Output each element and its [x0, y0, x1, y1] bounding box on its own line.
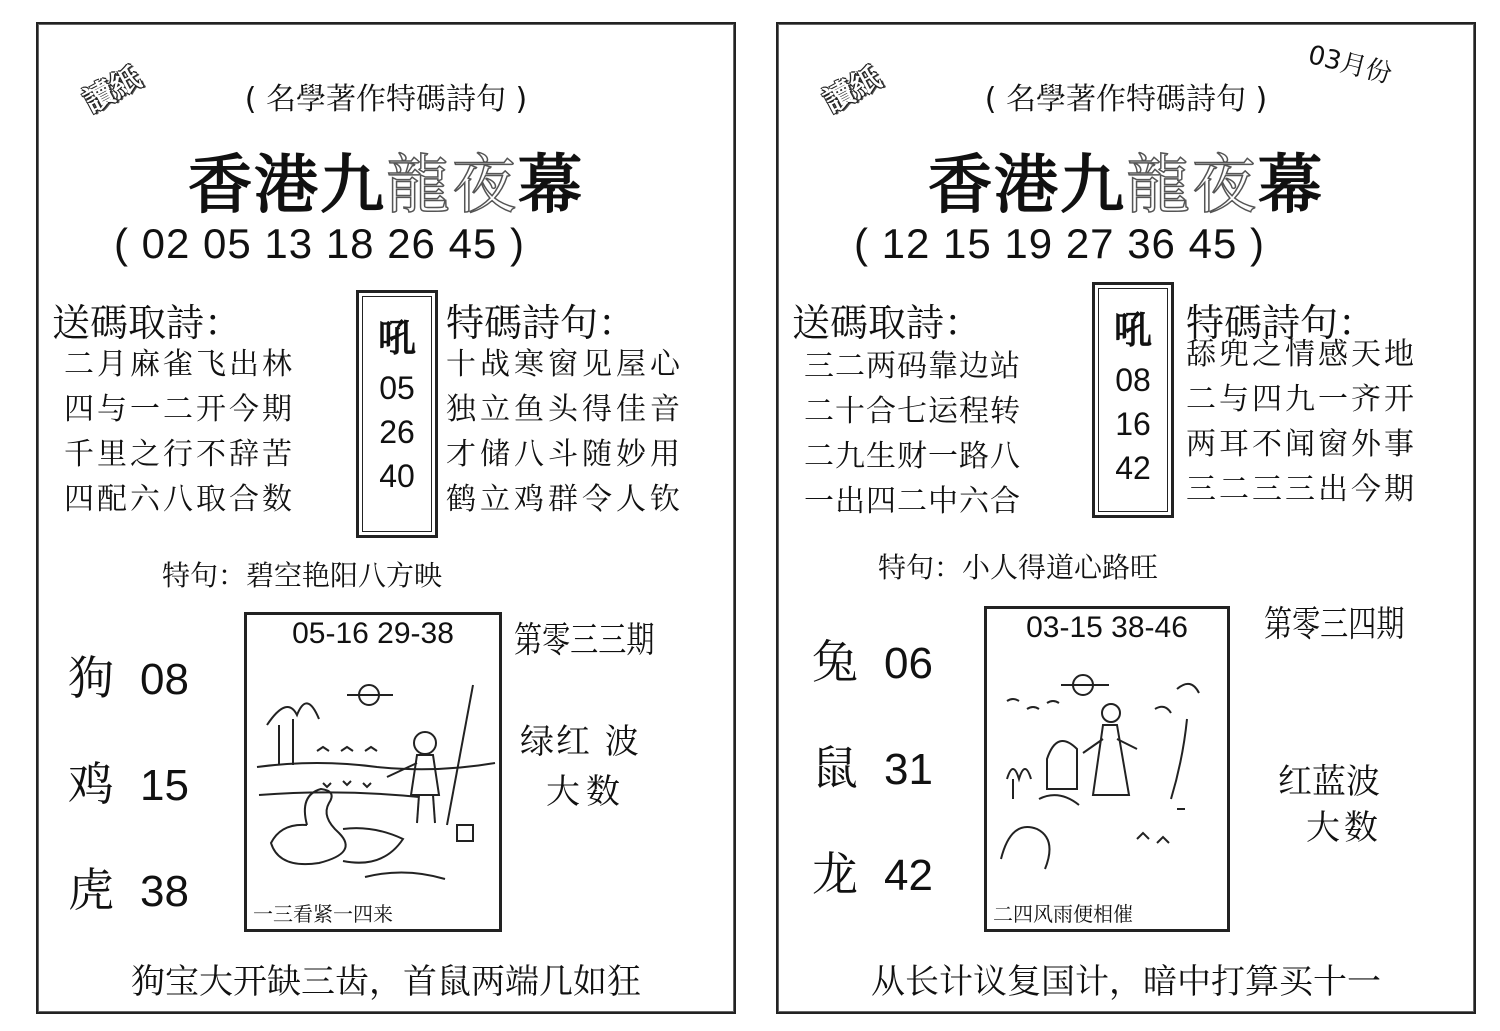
wave-colors: 绿红 波 — [520, 722, 641, 762]
code-number: 26 — [379, 414, 415, 450]
zodiac-number: 42 — [884, 851, 933, 900]
code-number: 42 — [1115, 450, 1151, 486]
zodiac-animal: 狗 — [68, 651, 114, 705]
left-poem-heading: 送碼取詩： — [792, 301, 983, 345]
zodiac-list — [812, 626, 933, 944]
right-poem-heading: 特碼詩句： — [446, 301, 637, 345]
boy-fishing-illustration — [247, 655, 502, 895]
page-title — [778, 134, 1474, 226]
poem-line: 二九生财一路八 — [804, 439, 1021, 474]
zodiac-number: 06 — [884, 639, 933, 688]
picture-caption: 二四风雨便相催 — [993, 902, 1133, 926]
poem-line: 四配六八取合数 — [64, 482, 295, 517]
riddle-picture — [244, 612, 502, 932]
picture-numbers: 03-15 38-46 — [1026, 611, 1188, 644]
code-number: 08 — [1115, 362, 1151, 398]
poem-line: 三二三三出今期 — [1186, 472, 1417, 507]
lottery-sheet-right — [776, 22, 1476, 1014]
title-part-2: 龍 — [1126, 149, 1192, 223]
riddle-picture — [984, 606, 1230, 932]
poem-line: 千里之行不辞苦 — [64, 437, 295, 472]
zodiac-number: 08 — [140, 655, 189, 704]
code-box-label: 吼 — [377, 316, 416, 360]
zodiac-row — [812, 626, 933, 732]
subtitle: ( 名學著作特碼詩句 ) — [244, 82, 528, 117]
poem-line: 一出四二中六合 — [804, 484, 1021, 519]
wave-colors: 红蓝波 — [1278, 762, 1380, 802]
issue-period: 第零三四期 — [1264, 604, 1405, 645]
zodiac-animal: 兔 — [812, 635, 858, 689]
poem-line: 二月麻雀飞出林 — [64, 347, 295, 382]
zodiac-number: 38 — [140, 867, 189, 916]
zodiac-row — [812, 838, 933, 944]
left-poem — [804, 344, 1021, 524]
issue-period: 第零三三期 — [514, 620, 655, 661]
right-poem-heading: 特碼詩句： — [1186, 301, 1377, 345]
zodiac-row — [68, 642, 189, 748]
code-box-label: 吼 — [1113, 308, 1152, 352]
lady-garden-illustration — [987, 649, 1230, 895]
code-number: 05 — [379, 370, 415, 406]
zodiac-list — [68, 642, 189, 960]
stamp-logo: 讀紙 — [77, 60, 148, 120]
zodiac-animal: 龙 — [812, 847, 858, 901]
title-part-3: 夜 — [1192, 149, 1258, 223]
poem-line: 独立鱼头得佳音 — [446, 392, 684, 427]
zodiac-number: 31 — [884, 745, 933, 794]
poem-line: 鹤立鸡群令人钦 — [446, 482, 684, 517]
title-part-1: 香港九 — [188, 148, 386, 223]
title-part-2: 龍 — [386, 149, 452, 223]
title-part-4: 幕 — [518, 148, 584, 223]
zodiac-animal: 虎 — [68, 863, 114, 917]
poem-line: 三二两码靠边站 — [804, 349, 1021, 384]
page-title — [38, 134, 734, 226]
left-poem — [64, 342, 295, 522]
zodiac-row — [68, 854, 189, 960]
bottom-riddle: 狗宝大开缺三齿，首鼠两端几如狂 — [131, 962, 641, 1002]
poem-line: 舔兜之情感天地 — [1186, 337, 1417, 372]
zodiac-number: 15 — [140, 761, 189, 810]
poem-line: 十战寒窗见屋心 — [446, 347, 684, 382]
poem-line: 二十合七运程转 — [804, 394, 1021, 429]
subtitle: ( 名學著作特碼詩句 ) — [984, 82, 1268, 117]
title-part-3: 夜 — [452, 149, 518, 223]
handwritten-month-note: 03月份 — [1305, 40, 1395, 90]
zodiac-animal: 鼠 — [812, 741, 858, 795]
title-part-4: 幕 — [1258, 148, 1324, 223]
poem-line: 二与四九一齐开 — [1186, 382, 1417, 417]
result-numbers: ( 02 05 13 18 26 45 ) — [114, 220, 525, 267]
stamp-logo: 讀紙 — [817, 60, 888, 120]
code-number: 16 — [1115, 406, 1151, 442]
special-line: 特句：碧空艳阳八方映 — [162, 559, 443, 592]
special-line: 特句：小人得道心路旺 — [878, 551, 1159, 584]
code-number: 40 — [379, 458, 415, 494]
lottery-sheet-left — [36, 22, 736, 1014]
right-poem — [1186, 332, 1417, 512]
wave-size: 大数 — [1306, 808, 1382, 848]
bottom-riddle: 从长计议复国计，暗中打算买十一 — [871, 962, 1381, 1002]
wave-size: 大数 — [546, 772, 626, 812]
poem-line: 才储八斗随妙用 — [446, 437, 684, 472]
code-box — [356, 290, 438, 538]
zodiac-animal: 鸡 — [68, 757, 114, 811]
left-poem-heading: 送碼取詩： — [52, 301, 243, 345]
poem-line: 四与一二开今期 — [64, 392, 295, 427]
poem-line: 两耳不闻窗外事 — [1186, 427, 1417, 462]
picture-numbers: 05-16 29-38 — [292, 617, 454, 650]
picture-caption: 一三看紧一四来 — [253, 902, 393, 926]
title-part-1: 香港九 — [928, 148, 1126, 223]
code-box — [1092, 282, 1174, 518]
zodiac-row — [812, 732, 933, 838]
result-numbers: ( 12 15 19 27 36 45 ) — [854, 220, 1265, 267]
zodiac-row — [68, 748, 189, 854]
right-poem — [446, 342, 684, 522]
